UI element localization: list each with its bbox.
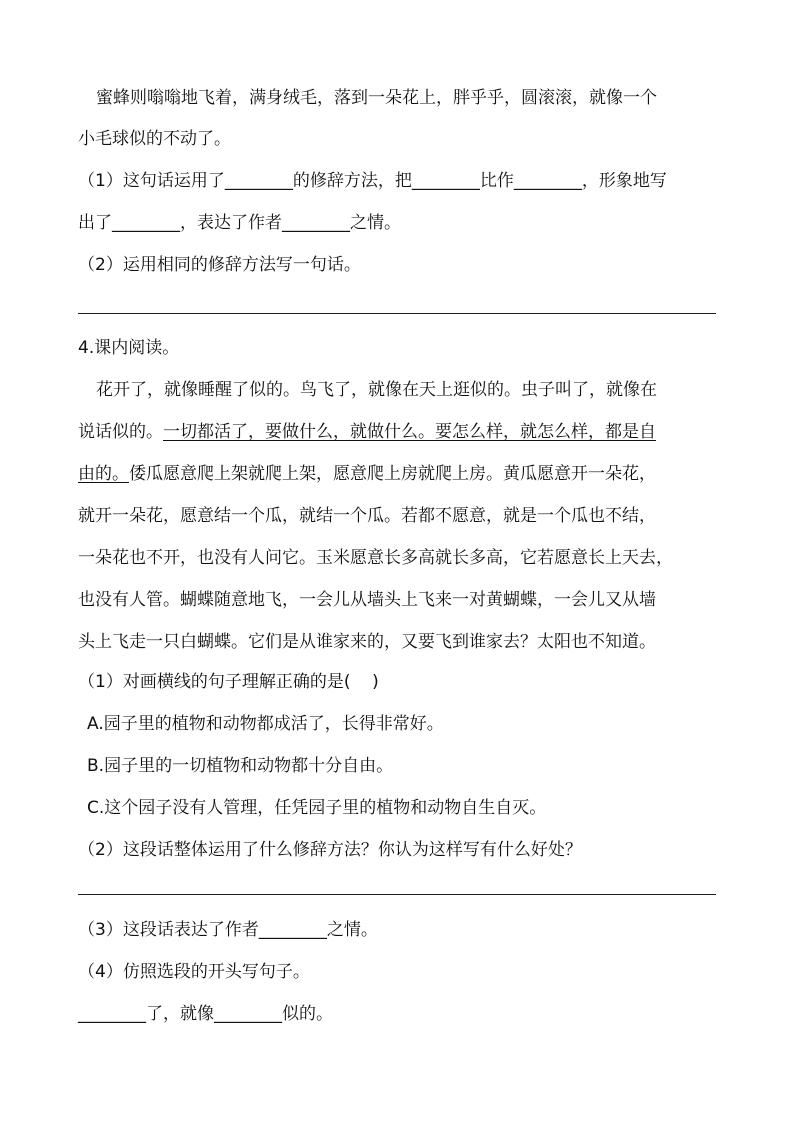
q4-passage-line-3-plain: 倭瓜愿意爬上架就爬上架，愿意爬上房就爬上房。黄瓜愿意开一朵花， bbox=[129, 464, 656, 484]
answer-line-q3-sub2 bbox=[78, 313, 716, 314]
q3-sub1-line-2: 出了________，表达了作者________之情。 bbox=[78, 213, 401, 233]
q3-passage-line-1: 蜜蜂则嗡嗡地飞着，满身绒毛，落到一朵花上，胖乎乎，圆滚滚，就像一个 bbox=[96, 88, 657, 108]
q4-passage-line-7: 头上飞走一只白蝴蝶。它们是从谁家来的，又要飞到谁家去？太阳也不知道。 bbox=[78, 632, 656, 652]
answer-line-q4-sub2 bbox=[78, 894, 716, 895]
underlined-sentence-part-1: 一切都活了，要做什么，就做什么。要怎么样，就怎么样，都是自 bbox=[163, 422, 656, 442]
q4-passage-line-2 bbox=[78, 420, 656, 444]
q4-sub4-question: （4）仿照选段的开头写句子。 bbox=[78, 962, 310, 982]
q4-sub4-template: ________了，就像________似的。 bbox=[78, 1004, 333, 1024]
q3-sub1-line-1: （1）这句话运用了________的修辞方法，把________比作________，形象地写 bbox=[78, 171, 667, 191]
option-a[interactable]: A.园子里的植物和动物都成活了，长得非常好。 bbox=[87, 714, 444, 734]
q4-passage-line-5: 一朵花也不开，也没有人问它。玉米愿意长多高就长多高，它若愿意长上天去， bbox=[78, 548, 673, 568]
q4-sub1-question: （1）对画横线的句子理解正确的是( ) bbox=[78, 672, 379, 692]
q4-passage-line-1: 花开了，就像睡醒了似的。鸟飞了，就像在天上逛似的。虫子叫了，就像在 bbox=[96, 380, 657, 400]
q4-passage-line-6: 也没有人管。蝴蝶随意地飞，一会儿从墙头上飞来一对黄蝴蝶，一会儿又从墙 bbox=[78, 590, 656, 610]
option-b[interactable]: B.园子里的一切植物和动物都十分自由。 bbox=[87, 756, 394, 776]
q4-passage-line-4: 就开一朵花，愿意结一个瓜，就结一个瓜。若都不愿意，就是一个瓜也不结， bbox=[78, 506, 656, 526]
q3-passage-line-2: 小毛球似的不动了。 bbox=[78, 129, 231, 149]
option-c[interactable]: C.这个园子没有人管理，任凭园子里的植物和动物自生自灭。 bbox=[87, 798, 547, 818]
q4-passage-line-3 bbox=[78, 462, 656, 486]
q4-sub3-question: （3）这段话表达了作者________之情。 bbox=[78, 920, 378, 940]
q4-sub2-question: （2）这段话整体运用了什么修辞方法？你认为这样写有什么好处？ bbox=[78, 840, 582, 860]
q3-sub2-question: （2）运用相同的修辞方法写一句话。 bbox=[78, 255, 361, 275]
q4-heading: 4.课内阅读。 bbox=[78, 338, 180, 358]
underlined-sentence-part-2: 由的。 bbox=[78, 464, 129, 484]
q4-passage-line-2-plain: 说话似的。 bbox=[78, 422, 163, 442]
